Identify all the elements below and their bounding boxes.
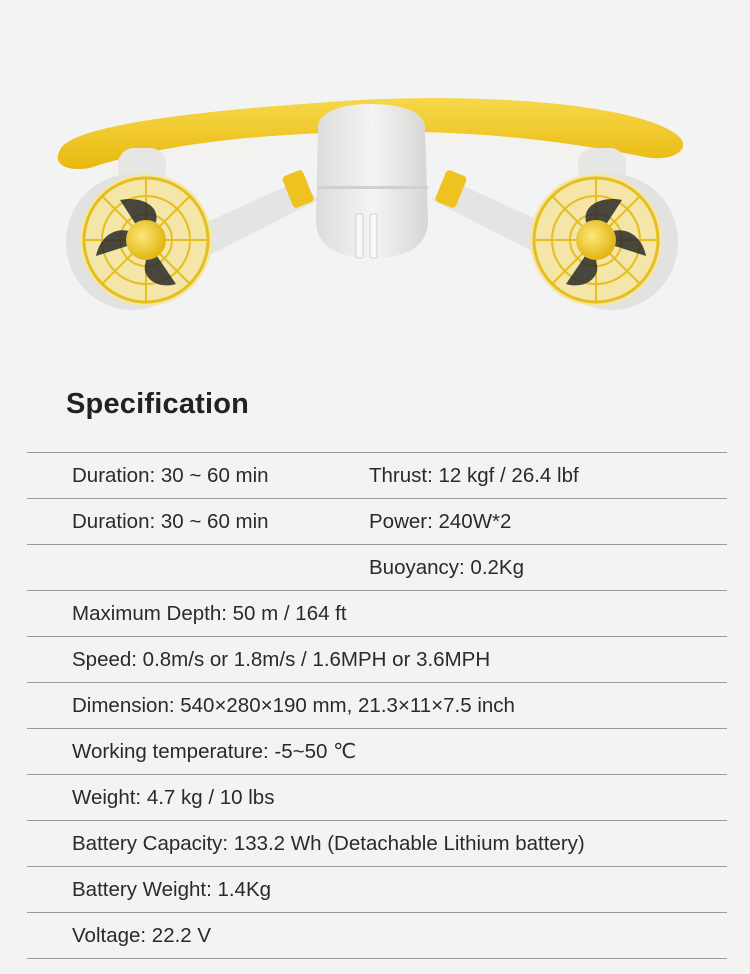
spec-cell-left: Duration: 30 ~ 60 min bbox=[72, 463, 269, 487]
spec-row bbox=[27, 775, 727, 821]
spec-table bbox=[27, 452, 727, 959]
spec-title: Specification bbox=[66, 388, 250, 420]
spec-cell-full: Speed: 0.8m/s or 1.8m/s / 1.6MPH or 3.6MPH bbox=[72, 647, 491, 671]
spec-cell-full: Battery Weight: 1.4Kg bbox=[72, 877, 272, 901]
spec-cell-full: Dimension: 540×280×190 mm, 21.3×11×7.5 inch bbox=[72, 693, 515, 717]
spec-cell-full: Working temperature: -5~50 ℃ bbox=[72, 740, 357, 763]
spec-row bbox=[27, 821, 727, 867]
spec-cell-full: Maximum Depth: 50 m / 164 ft bbox=[72, 601, 347, 625]
spec-row bbox=[27, 913, 727, 959]
underwater-scooter-image bbox=[0, 0, 750, 340]
spec-row bbox=[27, 453, 727, 499]
spec-row bbox=[27, 729, 727, 775]
spec-cell-right: Buoyancy: 0.2Kg bbox=[369, 555, 524, 579]
spec-cell-full: Voltage: 22.2 V bbox=[72, 923, 212, 947]
spec-row bbox=[27, 499, 727, 545]
spec-cell-right: Power: 240W*2 bbox=[369, 509, 512, 533]
spec-row bbox=[27, 545, 727, 591]
spec-row bbox=[27, 683, 727, 729]
spec-row bbox=[27, 637, 727, 683]
spec-cell-full: Battery Capacity: 133.2 Wh (Detachable Lithium battery) bbox=[72, 831, 585, 855]
product-image bbox=[0, 0, 750, 340]
spec-row bbox=[27, 591, 727, 637]
spec-cell-left: Duration: 30 ~ 60 min bbox=[72, 509, 269, 533]
spec-cell-right: Thrust: 12 kgf / 26.4 lbf bbox=[369, 463, 579, 487]
spec-row bbox=[27, 867, 727, 913]
spec-cell-full: Weight: 4.7 kg / 10 lbs bbox=[72, 785, 275, 809]
